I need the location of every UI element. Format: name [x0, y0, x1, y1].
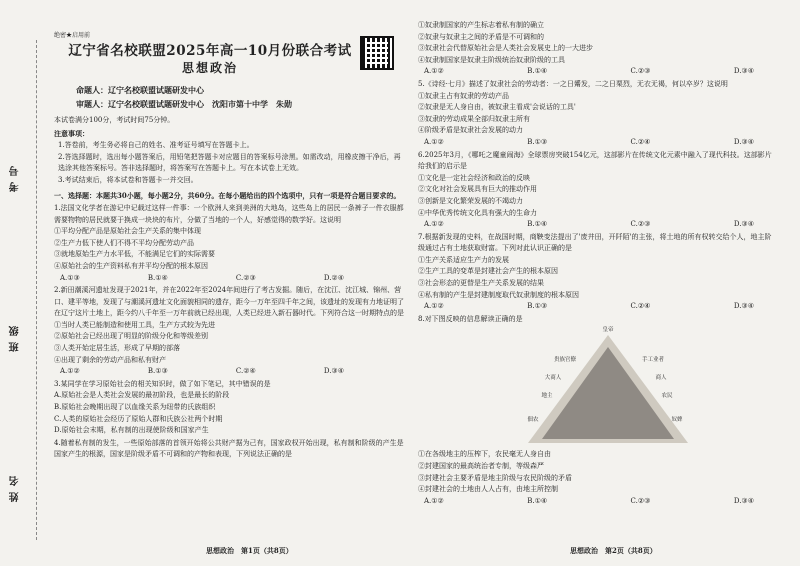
answer-choices — [418, 496, 774, 508]
option: ③社会形态的更替是生产关系发展的结果 — [418, 279, 544, 288]
social-pyramid-figure — [508, 327, 708, 447]
notice-item: 2.答选择题时，选出每小题答案后，用铅笔把答题卡对应题目的答案标号涂黑。如需改动，用橡皮擦干净后，再选涂其他答案标号。答非选择题时，将答案写在答题卡上。写在本试卷上无效。 — [58, 152, 401, 173]
question-3: 3.某同学在学习原始社会的相关知识时，做了如下笔记，其中错误的是 — [54, 379, 271, 388]
option: ①生产关系适应生产力的发展 — [418, 255, 509, 264]
option: ①当时人类已能制造和使用工具，生产方式较为先进 — [54, 320, 215, 329]
option: ④原始社会的生产资料私有并平均分配的根本原因 — [54, 261, 208, 270]
option: ③创新是文化繁荣发展的不竭动力 — [418, 196, 523, 205]
reviewer-line: 审题人：辽宁名校联盟试题研发中心 沈阳市第十中学 朱勋 — [76, 98, 292, 109]
choice-b: B.①③ — [147, 367, 168, 376]
choice-b: B.①④ — [147, 273, 168, 282]
option: B.原始社会晚期出现了以血缘关系为纽带的氏族组织 — [54, 403, 216, 412]
section-heading: 一、选择题：本题共30小题，每小题2分，共60分。在每小题给出的四个选项中，只有一项是符合题目要求的。 — [54, 191, 401, 201]
page-footer-left: 思想政治 第1页（共8页） — [206, 546, 293, 555]
choice-d: D.③④ — [733, 137, 754, 146]
choice-a: A.①② — [424, 67, 444, 76]
choice-d: D.②④ — [323, 273, 344, 282]
exam-number-label: 考号 — [10, 160, 21, 192]
answer-choices — [54, 366, 404, 378]
choice-d: D.③④ — [733, 67, 754, 76]
choice-b: B.①③ — [527, 302, 548, 311]
choice-b: B.①④ — [527, 67, 548, 76]
choice-b: B.①④ — [527, 496, 548, 505]
choice-d: D.③④ — [733, 220, 754, 229]
choice-a: A.①② — [424, 220, 444, 229]
option: D.原始社会末期，私有制的出现使阶级和国家产生 — [54, 426, 209, 435]
choice-b: B.①③ — [527, 137, 548, 146]
question-2: 2.新田潮溪河遗址发现于2021年，并在2022年至2024年间进行了考古发掘。随后，在沈江、沈江城、锦州、营口、建平等地，发现了与潮溪河遗址文化面貌相同的遗存，距今一万年至四千年之间，该遗址的发现有力地证明了在辽宁这片土地上，距今约八千年至一万年前就已经出现，人类已经进入新石器时代。下列符合这一时期特点的是 — [54, 286, 404, 318]
option: ④私有制的产生是封建制度取代奴隶制度的根本原因 — [418, 290, 579, 299]
option: ③封建社会主要矛盾是地主阶级与农民阶级的矛盾 — [418, 473, 572, 482]
choice-c: C.②③ — [630, 496, 651, 505]
option: ③奴隶社会代替原始社会是人类社会发展史上的一大进步 — [418, 44, 593, 53]
option: ④阶级矛盾是奴隶社会发展的动力 — [418, 126, 523, 135]
page-1 — [54, 30, 404, 461]
option: ①奴隶制国家的产生标志着私有制的确立 — [418, 21, 544, 29]
choice-c: C.②③ — [630, 67, 651, 76]
option: ④出现了剩余的劳动产品和私有财产 — [54, 355, 166, 364]
choice-a: A.①③ — [60, 273, 80, 282]
intro: 本试卷满分100分，考试时间75分钟。 — [54, 115, 175, 124]
choice-a: A.①② — [60, 367, 80, 376]
option: ①平均分配产品是原始社会生产关系的集中体现 — [54, 227, 201, 236]
pyramid-label: 农民 — [661, 393, 673, 400]
option: C.人类的原始社会经历了原始人群和氏族公社两个时期 — [54, 414, 223, 423]
subject-title: 思想政治 — [181, 61, 238, 76]
option: ①文化是一定社会经济和政治的反映 — [418, 173, 530, 182]
option: ②奴隶是无人身自由，被奴隶主看成'会说话的工具' — [418, 103, 576, 112]
notice-heading: 注意事项： — [54, 129, 89, 139]
choice-a: A.①② — [424, 302, 444, 311]
answer-choices — [418, 301, 774, 313]
question-6: 6.2025年3月，《哪吒之魔童闹海》全球票房突破154亿元，这部影片在传统文化元素中融入了现代科技。这部影片给我们的启示是 — [418, 150, 772, 171]
option: ①奴隶主占有奴隶的劳动产品 — [418, 91, 509, 100]
notice-item: 3.考试结束后，将本试卷和答题卡一并交回。 — [58, 175, 198, 184]
exam-title: 辽宁省名校联盟2025年高一10月份联合考试 — [68, 42, 352, 59]
answer-choices — [54, 273, 404, 285]
option: ②原始社会已经出现了明显的阶级分化和等级差别 — [54, 332, 208, 341]
pyramid-label: 奴婢 — [671, 417, 683, 424]
name-label: 姓名 — [10, 470, 21, 502]
question-7: 7.根据新发现的史料，在战国时期，商鞅变法提出了'废井田，开阡陌'的主张，将土地的所有权转交给个人，地主阶级通过占有土地获取财富。下列对此认识正确的是 — [418, 232, 772, 253]
choice-a: A.①② — [424, 496, 444, 505]
option: ③奴隶的劳动成果全部归奴隶主所有 — [418, 114, 530, 123]
question-5: 5.《诗经·七月》描述了奴隶社会的劳动者：一之日觱发，二之日栗烈，无衣无褐，何以卒岁？这说明 — [418, 79, 728, 88]
option: ④中华优秀传统文化具有强大的生命力 — [418, 208, 537, 217]
secret-mark: 绝密★启用前 — [54, 32, 91, 39]
choice-d: D.③④ — [733, 302, 754, 311]
option: ④奴隶制国家是奴隶主阶级统治奴隶阶级的工具 — [418, 55, 565, 64]
option: ②奴隶与奴隶主之间的矛盾是不可调和的 — [418, 32, 544, 41]
pyramid-label: 佃农 — [527, 417, 539, 424]
choice-c: C.②④ — [630, 137, 651, 146]
pyramid-label: 皇帝 — [602, 327, 614, 334]
pyramid-label: 贵族官僚 — [553, 357, 576, 364]
choice-d: D.③④ — [733, 496, 754, 505]
question-8: 8.对下图反映的信息解读正确的是 — [418, 314, 523, 323]
binding-margin — [6, 40, 46, 540]
option: ②生产工具的变革是封建社会产生的根本原因 — [418, 267, 558, 276]
pyramid-label: 地主 — [541, 393, 553, 400]
question-1: 1.法国文化学者在游记中记载过这样一件事：一个欧洲人来到美洲的大地岛，这些岛上的居民一条裤子一件衣服都需要物物的居民就要于换成一块块的布片，分做了当地的一个人，好感觉得的数学好。这说明 — [54, 203, 404, 224]
choice-d: D.③④ — [323, 367, 344, 376]
choice-c: C.②④ — [630, 302, 651, 311]
question-4: 4.随着私有制的发生，一些原始部落的首领开始将公共财产据为己有，国家政权开始出现，私有制和阶级的产生是国家产生的根源，国家是阶级矛盾不可调和的产物和表现，下列说法正确的是 — [54, 438, 404, 459]
answer-choices — [418, 137, 774, 149]
notice-list — [54, 140, 404, 186]
option: ③人类开始定居生活，形成了早期的部落 — [54, 344, 180, 353]
option: ③就地原始生产力水平低，不能满足它们的实际需要 — [54, 250, 215, 259]
notice-item: 1.答卷前，考生务必将自己的姓名、准考证号填写在答题卡上。 — [58, 140, 254, 149]
qr-code-icon — [360, 36, 394, 70]
pyramid-label: 大商人 — [544, 375, 562, 382]
choice-a: A.①② — [424, 137, 444, 146]
answer-choices — [418, 66, 774, 78]
cut-line — [36, 40, 37, 540]
option: ②文化对社会发展具有巨大的推动作用 — [418, 185, 537, 194]
choice-c: C.②④ — [235, 367, 256, 376]
option: A.原始社会是人类社会发展的最初阶段，也是最长的阶段 — [54, 391, 230, 400]
answer-choices — [418, 219, 774, 231]
page-2 — [418, 20, 774, 507]
pyramid-label: 商人 — [655, 375, 667, 382]
option: ②生产力低下使人们不得不平均分配劳动产品 — [54, 238, 194, 247]
choice-c: C.②③ — [630, 220, 651, 229]
option: ①在各级地主的压榨下，农民毫无人身自由 — [418, 450, 551, 459]
option: ④封建社会的土地由人人占有，由地主所控制 — [418, 485, 558, 494]
page-footer-right: 思想政治 第2页（共8页） — [570, 546, 657, 555]
choice-c: C.②③ — [235, 273, 256, 282]
choice-b: B.①④ — [527, 220, 548, 229]
option: ②封建国家的最高统治者专制，等级森严 — [418, 462, 544, 471]
class-label: 班级 — [10, 320, 21, 352]
pyramid-label: 手工业者 — [641, 357, 664, 364]
author-line: 命题人：辽宁名校联盟试题研发中心 — [76, 84, 204, 95]
